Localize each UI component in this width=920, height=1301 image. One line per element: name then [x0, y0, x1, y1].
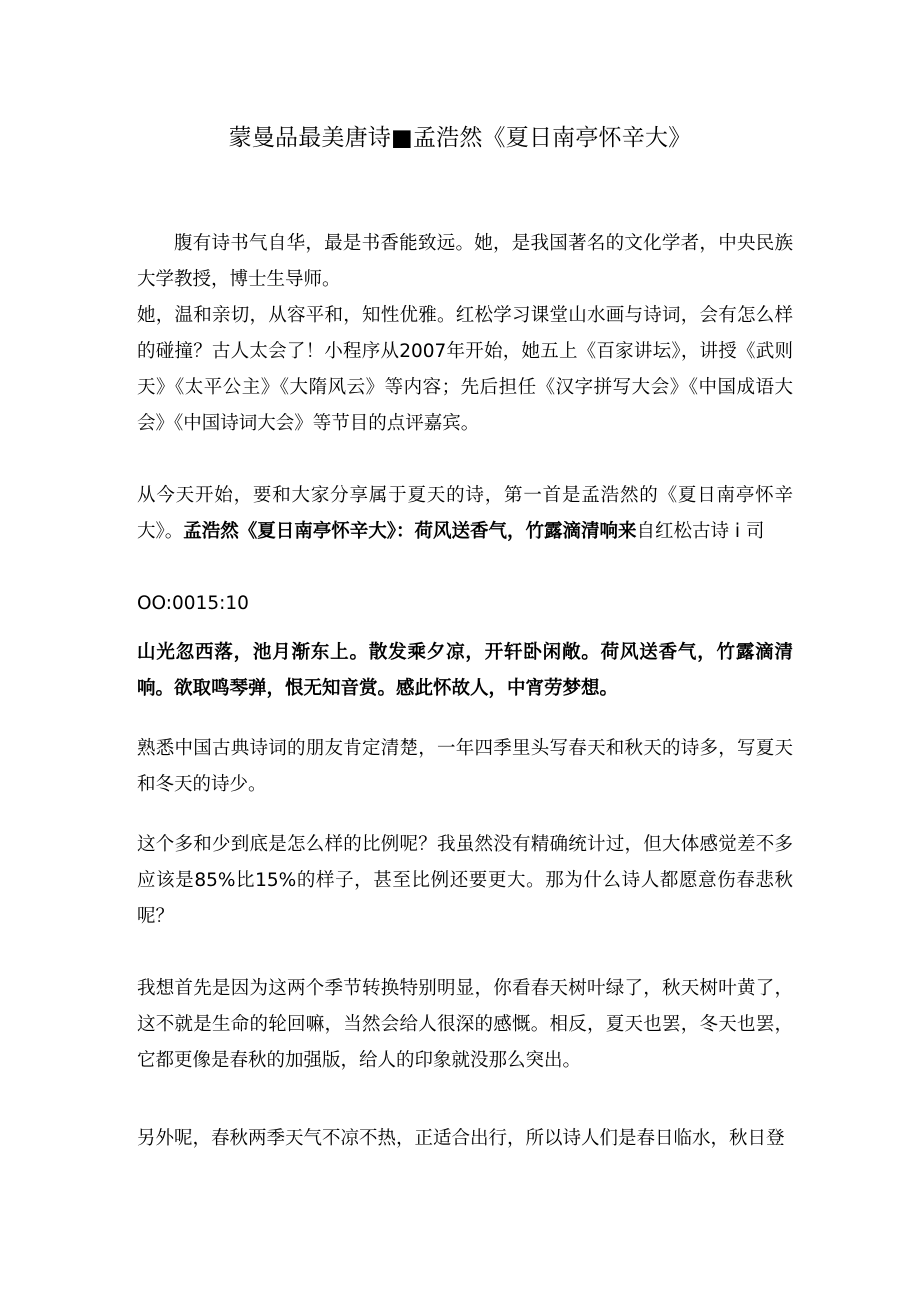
audio-source-label: 自红松古诗 i 司	[636, 521, 765, 542]
paragraph-intro: 腹有诗书气自华，最是书香能致远。她，是我国著名的文化学者，中央民族大学教授，博士生导师。	[137, 233, 793, 290]
paragraph-reason: 我想首先是因为这两个季节转换特别明显，你看春天树叶绿了，秋天树叶黄了，这不就是生命的轮回嘛，当然会给人很深的感慨。相反，夏天也罢，冬天也罢，它都更像是春秋的加强版，给人的印象就没那么突出。	[137, 978, 793, 1071]
paragraph-share	[137, 478, 793, 550]
share-intro-text: 从今天开始，要和大家分享属于夏天的诗，第一首是孟浩然的《夏日南亭怀辛大》。	[137, 485, 793, 542]
document-title: 蒙曼品最美唐诗■孟浩然《夏日南亭怀辛大》	[228, 125, 692, 151]
poem-headline: 孟浩然《夏日南亭怀辛大》：荷风送香气，竹露滴清响来	[183, 521, 637, 542]
paragraph-travel: 另外呢，春秋两季天气不凉不热，正适合出行，所以诗人们是春日临水，秋日登	[137, 1128, 785, 1149]
audio-timestamp: OO:0015:10	[137, 593, 249, 614]
paragraph-ratio: 这个多和少到底是怎么样的比例呢？我虽然没有精确统计过，但大体感觉差不多应该是85%比15%的样子，甚至比例还要更大。那为什么诗人都愿意伤春悲秋呢？	[137, 834, 793, 927]
paragraph-bio: 她，温和亲切，从容平和，知性优雅。红松学习课堂山水画与诗词，会有怎么样的碰撞？古人太会了！小程序从2007年开始，她五上《百家讲坛》，讲授《武则天》《太平公主》《大隋风云》等内容；先后担任《汉字拼写大会》《中国成语大会》《中国诗词大会》等节目的点评嘉宾。	[137, 305, 793, 434]
poem-text: 山光忽西落，池月渐东上。散发乘夕凉，开轩卧闲敞。荷风送香气，竹露滴清响。欲取鸣琴弹，恨无知音赏。感此怀故人，中宵劳梦想。	[137, 642, 793, 699]
paragraph-seasons: 熟悉中国古典诗词的朋友肯定清楚，一年四季里头写春天和秋天的诗多，写夏天和冬天的诗少。	[137, 738, 793, 795]
